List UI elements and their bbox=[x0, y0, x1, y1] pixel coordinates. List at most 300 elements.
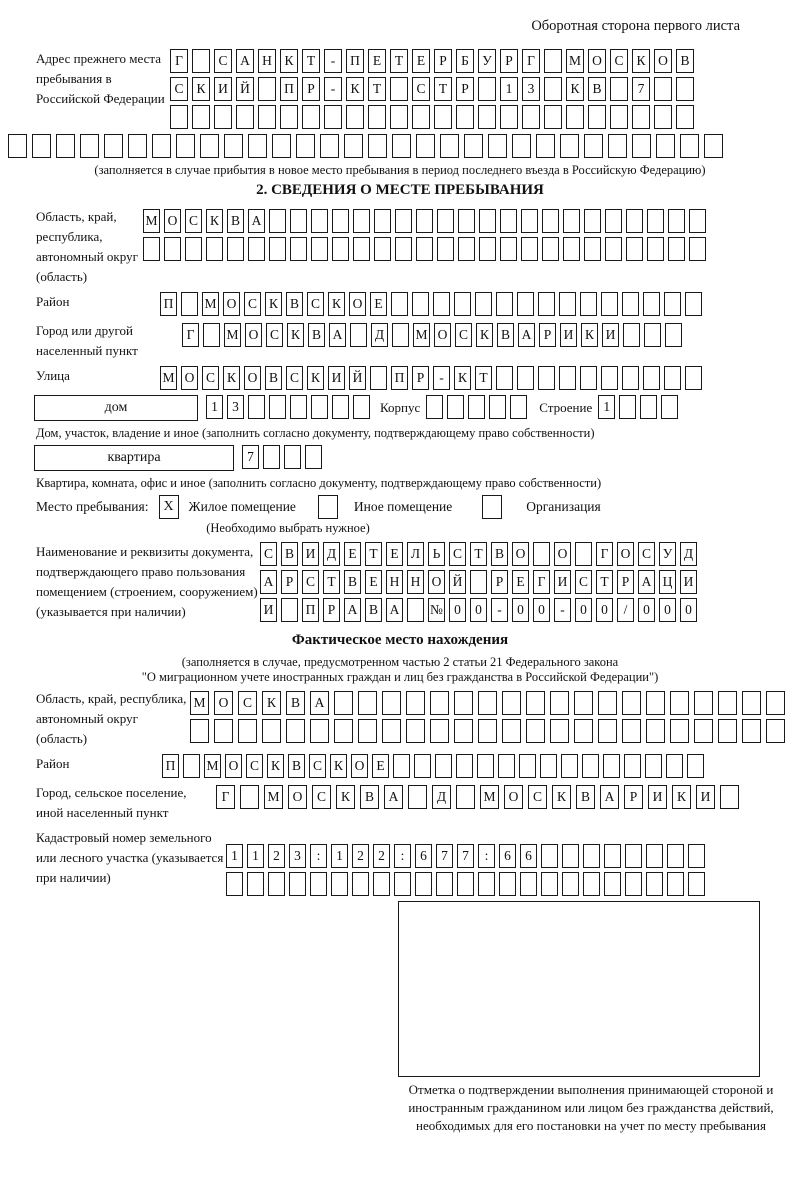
char-box[interactable]: К bbox=[581, 323, 598, 347]
checkbox-organization[interactable] bbox=[482, 495, 502, 519]
char-box[interactable] bbox=[670, 691, 689, 715]
char-box[interactable] bbox=[346, 105, 364, 129]
char-box[interactable] bbox=[128, 134, 147, 158]
char-box[interactable] bbox=[456, 754, 473, 778]
char-box[interactable] bbox=[470, 570, 487, 594]
char-box[interactable]: А bbox=[638, 570, 655, 594]
char-box[interactable]: Р bbox=[323, 598, 340, 622]
char-box[interactable]: 0 bbox=[533, 598, 550, 622]
char-box[interactable]: О bbox=[181, 366, 198, 390]
char-box[interactable]: В bbox=[286, 292, 303, 316]
char-box[interactable]: И bbox=[648, 785, 667, 809]
char-box[interactable]: О bbox=[349, 292, 366, 316]
char-box[interactable]: К bbox=[265, 292, 282, 316]
char-box[interactable]: И bbox=[328, 366, 345, 390]
char-box[interactable] bbox=[632, 105, 650, 129]
char-box[interactable]: Ц bbox=[659, 570, 676, 594]
char-box[interactable]: / bbox=[617, 598, 634, 622]
char-box[interactable]: Р bbox=[456, 77, 474, 101]
char-box[interactable] bbox=[522, 105, 540, 129]
char-box[interactable] bbox=[32, 134, 51, 158]
char-box[interactable] bbox=[192, 105, 210, 129]
char-box[interactable] bbox=[622, 719, 641, 743]
char-box[interactable]: И bbox=[560, 323, 577, 347]
char-box[interactable] bbox=[248, 134, 267, 158]
char-box[interactable]: 7 bbox=[242, 445, 259, 469]
char-box[interactable]: Р bbox=[434, 49, 452, 73]
char-box[interactable]: В bbox=[497, 323, 514, 347]
char-box[interactable]: Г bbox=[216, 785, 235, 809]
char-box[interactable]: Г bbox=[533, 570, 550, 594]
char-box[interactable]: С bbox=[244, 292, 261, 316]
char-box[interactable] bbox=[324, 105, 342, 129]
char-box[interactable] bbox=[454, 719, 473, 743]
char-box[interactable]: Е bbox=[412, 49, 430, 73]
char-box[interactable] bbox=[206, 237, 223, 261]
char-box[interactable] bbox=[526, 691, 545, 715]
char-box[interactable]: 7 bbox=[436, 844, 453, 868]
char-box[interactable]: Т bbox=[390, 49, 408, 73]
char-box[interactable] bbox=[394, 872, 411, 896]
char-box[interactable]: В bbox=[265, 366, 282, 390]
char-box[interactable]: Т bbox=[596, 570, 613, 594]
char-box[interactable]: 2 bbox=[268, 844, 285, 868]
char-box[interactable] bbox=[331, 872, 348, 896]
char-box[interactable] bbox=[668, 237, 685, 261]
char-box[interactable]: Е bbox=[386, 542, 403, 566]
char-box[interactable]: С bbox=[528, 785, 547, 809]
char-box[interactable]: В bbox=[344, 570, 361, 594]
char-box[interactable] bbox=[227, 237, 244, 261]
char-box[interactable] bbox=[742, 719, 761, 743]
char-box[interactable] bbox=[601, 292, 618, 316]
char-box[interactable]: Е bbox=[368, 49, 386, 73]
char-box[interactable] bbox=[562, 872, 579, 896]
char-box[interactable] bbox=[584, 237, 601, 261]
char-box[interactable] bbox=[575, 542, 592, 566]
char-box[interactable] bbox=[668, 209, 685, 233]
char-box[interactable] bbox=[664, 366, 681, 390]
char-box[interactable] bbox=[478, 691, 497, 715]
char-box[interactable] bbox=[645, 754, 662, 778]
char-box[interactable] bbox=[519, 754, 536, 778]
char-box[interactable]: Н bbox=[407, 570, 424, 594]
char-box[interactable] bbox=[566, 105, 584, 129]
char-box[interactable] bbox=[203, 323, 220, 347]
char-box[interactable] bbox=[238, 719, 257, 743]
char-box[interactable] bbox=[214, 719, 233, 743]
char-box[interactable] bbox=[170, 105, 188, 129]
char-box[interactable]: П bbox=[162, 754, 179, 778]
char-box[interactable]: В bbox=[360, 785, 379, 809]
char-box[interactable] bbox=[517, 292, 534, 316]
char-box[interactable]: С bbox=[575, 570, 592, 594]
char-box[interactable] bbox=[647, 209, 664, 233]
char-box[interactable] bbox=[311, 237, 328, 261]
char-box[interactable]: : bbox=[310, 844, 327, 868]
char-box[interactable] bbox=[622, 691, 641, 715]
char-box[interactable]: С bbox=[455, 323, 472, 347]
char-box[interactable]: Д bbox=[323, 542, 340, 566]
char-box[interactable]: 3 bbox=[227, 395, 244, 419]
char-box[interactable] bbox=[718, 691, 737, 715]
char-box[interactable] bbox=[646, 872, 663, 896]
char-box[interactable] bbox=[374, 209, 391, 233]
char-box[interactable]: С bbox=[412, 77, 430, 101]
char-box[interactable] bbox=[477, 754, 494, 778]
char-box[interactable]: К bbox=[223, 366, 240, 390]
char-box[interactable] bbox=[605, 237, 622, 261]
char-box[interactable] bbox=[623, 323, 640, 347]
char-box[interactable] bbox=[152, 134, 171, 158]
char-box[interactable]: 3 bbox=[289, 844, 306, 868]
char-box[interactable] bbox=[407, 598, 424, 622]
char-box[interactable]: - bbox=[433, 366, 450, 390]
char-box[interactable] bbox=[688, 844, 705, 868]
char-box[interactable]: С bbox=[286, 366, 303, 390]
char-box[interactable] bbox=[687, 754, 704, 778]
char-box[interactable] bbox=[561, 754, 578, 778]
char-box[interactable]: - bbox=[491, 598, 508, 622]
char-box[interactable] bbox=[654, 105, 672, 129]
char-box[interactable]: И bbox=[302, 542, 319, 566]
char-box[interactable]: 0 bbox=[680, 598, 697, 622]
char-box[interactable] bbox=[512, 134, 531, 158]
char-box[interactable] bbox=[625, 872, 642, 896]
char-box[interactable] bbox=[181, 292, 198, 316]
char-box[interactable]: № bbox=[428, 598, 445, 622]
char-box[interactable] bbox=[320, 134, 339, 158]
char-box[interactable] bbox=[541, 844, 558, 868]
char-box[interactable] bbox=[458, 237, 475, 261]
char-box[interactable]: К bbox=[287, 323, 304, 347]
char-box[interactable]: 2 bbox=[373, 844, 390, 868]
char-box[interactable] bbox=[704, 134, 723, 158]
char-box[interactable] bbox=[654, 77, 672, 101]
char-box[interactable] bbox=[676, 105, 694, 129]
char-box[interactable] bbox=[619, 395, 636, 419]
char-box[interactable]: К bbox=[632, 49, 650, 73]
char-box[interactable]: Т bbox=[368, 77, 386, 101]
char-box[interactable]: С bbox=[170, 77, 188, 101]
char-box[interactable]: А bbox=[236, 49, 254, 73]
char-box[interactable] bbox=[478, 105, 496, 129]
char-box[interactable] bbox=[412, 292, 429, 316]
char-box[interactable]: Р bbox=[412, 366, 429, 390]
char-box[interactable] bbox=[625, 844, 642, 868]
char-box[interactable] bbox=[563, 237, 580, 261]
char-box[interactable]: О bbox=[245, 323, 262, 347]
char-box[interactable]: 1 bbox=[331, 844, 348, 868]
char-box[interactable] bbox=[426, 395, 443, 419]
char-box[interactable] bbox=[608, 134, 627, 158]
char-box[interactable] bbox=[689, 237, 706, 261]
char-box[interactable] bbox=[604, 872, 621, 896]
char-box[interactable] bbox=[440, 134, 459, 158]
char-box[interactable] bbox=[574, 719, 593, 743]
char-box[interactable] bbox=[430, 719, 449, 743]
char-box[interactable]: 6 bbox=[415, 844, 432, 868]
char-box[interactable]: В bbox=[676, 49, 694, 73]
char-box[interactable]: А bbox=[384, 785, 403, 809]
char-box[interactable]: К bbox=[454, 366, 471, 390]
char-box[interactable] bbox=[694, 719, 713, 743]
char-box[interactable] bbox=[632, 134, 651, 158]
char-box[interactable]: У bbox=[659, 542, 676, 566]
char-box[interactable]: В bbox=[286, 691, 305, 715]
char-box[interactable]: О bbox=[214, 691, 233, 715]
char-box[interactable]: С bbox=[449, 542, 466, 566]
char-box[interactable]: П bbox=[346, 49, 364, 73]
char-box[interactable] bbox=[478, 77, 496, 101]
char-box[interactable] bbox=[368, 134, 387, 158]
char-box[interactable] bbox=[240, 785, 259, 809]
char-box[interactable]: - bbox=[324, 49, 342, 73]
char-box[interactable] bbox=[656, 134, 675, 158]
char-box[interactable] bbox=[559, 366, 576, 390]
char-box[interactable]: О bbox=[288, 785, 307, 809]
char-box[interactable] bbox=[334, 691, 353, 715]
char-box[interactable]: К bbox=[552, 785, 571, 809]
char-box[interactable] bbox=[544, 49, 562, 73]
char-box[interactable] bbox=[373, 872, 390, 896]
char-box[interactable] bbox=[496, 292, 513, 316]
char-box[interactable]: Н bbox=[386, 570, 403, 594]
char-box[interactable]: Г bbox=[596, 542, 613, 566]
char-box[interactable] bbox=[468, 395, 485, 419]
char-box[interactable]: Т bbox=[475, 366, 492, 390]
char-box[interactable] bbox=[412, 105, 430, 129]
char-box[interactable] bbox=[500, 105, 518, 129]
char-box[interactable] bbox=[370, 366, 387, 390]
char-box[interactable] bbox=[200, 134, 219, 158]
char-box[interactable]: Р bbox=[617, 570, 634, 594]
char-box[interactable] bbox=[538, 292, 555, 316]
char-box[interactable] bbox=[666, 754, 683, 778]
char-box[interactable]: В bbox=[576, 785, 595, 809]
char-box[interactable] bbox=[408, 785, 427, 809]
char-box[interactable] bbox=[214, 105, 232, 129]
char-box[interactable] bbox=[624, 754, 641, 778]
char-box[interactable] bbox=[563, 209, 580, 233]
char-box[interactable] bbox=[281, 598, 298, 622]
char-box[interactable] bbox=[416, 134, 435, 158]
char-box[interactable] bbox=[541, 872, 558, 896]
char-box[interactable] bbox=[268, 872, 285, 896]
char-box[interactable]: И bbox=[214, 77, 232, 101]
char-box[interactable]: - bbox=[324, 77, 342, 101]
char-box[interactable] bbox=[56, 134, 75, 158]
char-box[interactable] bbox=[694, 691, 713, 715]
char-box[interactable] bbox=[521, 237, 538, 261]
char-box[interactable]: Р bbox=[624, 785, 643, 809]
char-box[interactable]: О bbox=[244, 366, 261, 390]
char-box[interactable] bbox=[605, 209, 622, 233]
char-box[interactable] bbox=[542, 237, 559, 261]
char-box[interactable] bbox=[457, 872, 474, 896]
char-box[interactable]: Р bbox=[281, 570, 298, 594]
char-box[interactable]: Й bbox=[349, 366, 366, 390]
char-box[interactable] bbox=[526, 719, 545, 743]
char-box[interactable] bbox=[667, 844, 684, 868]
char-box[interactable]: А bbox=[386, 598, 403, 622]
char-box[interactable] bbox=[667, 872, 684, 896]
char-box[interactable] bbox=[520, 872, 537, 896]
char-box[interactable]: М bbox=[224, 323, 241, 347]
char-box[interactable]: 0 bbox=[449, 598, 466, 622]
char-box[interactable]: И bbox=[680, 570, 697, 594]
char-box[interactable]: А bbox=[344, 598, 361, 622]
char-box[interactable] bbox=[436, 872, 453, 896]
char-box[interactable]: И bbox=[602, 323, 619, 347]
char-box[interactable]: О bbox=[617, 542, 634, 566]
char-box[interactable] bbox=[302, 105, 320, 129]
char-box[interactable] bbox=[601, 366, 618, 390]
char-box[interactable] bbox=[604, 844, 621, 868]
char-box[interactable]: У bbox=[478, 49, 496, 73]
char-box[interactable]: : bbox=[478, 844, 495, 868]
char-box[interactable] bbox=[393, 754, 410, 778]
char-box[interactable]: В bbox=[308, 323, 325, 347]
char-box[interactable] bbox=[685, 292, 702, 316]
char-box[interactable] bbox=[262, 719, 281, 743]
char-box[interactable]: А bbox=[600, 785, 619, 809]
char-box[interactable] bbox=[533, 542, 550, 566]
char-box[interactable] bbox=[415, 872, 432, 896]
char-box[interactable] bbox=[395, 237, 412, 261]
char-box[interactable] bbox=[311, 209, 328, 233]
char-box[interactable] bbox=[680, 134, 699, 158]
char-box[interactable] bbox=[368, 105, 386, 129]
char-box[interactable] bbox=[430, 691, 449, 715]
char-box[interactable]: М bbox=[413, 323, 430, 347]
char-box[interactable] bbox=[584, 134, 603, 158]
char-box[interactable] bbox=[544, 77, 562, 101]
char-box[interactable]: К bbox=[330, 754, 347, 778]
char-box[interactable] bbox=[352, 872, 369, 896]
char-box[interactable] bbox=[517, 366, 534, 390]
char-box[interactable]: О bbox=[512, 542, 529, 566]
char-box[interactable] bbox=[622, 366, 639, 390]
char-box[interactable] bbox=[392, 134, 411, 158]
char-box[interactable]: Г bbox=[170, 49, 188, 73]
char-box[interactable]: К bbox=[566, 77, 584, 101]
char-box[interactable] bbox=[488, 134, 507, 158]
char-box[interactable]: К bbox=[262, 691, 281, 715]
char-box[interactable] bbox=[382, 719, 401, 743]
char-box[interactable]: М bbox=[160, 366, 177, 390]
char-box[interactable]: 1 bbox=[598, 395, 615, 419]
char-box[interactable] bbox=[500, 209, 517, 233]
char-box[interactable] bbox=[332, 209, 349, 233]
char-box[interactable] bbox=[248, 395, 265, 419]
char-box[interactable] bbox=[374, 237, 391, 261]
checkbox-other-premises[interactable] bbox=[318, 495, 338, 519]
char-box[interactable]: Т bbox=[302, 49, 320, 73]
char-box[interactable] bbox=[498, 754, 515, 778]
char-box[interactable] bbox=[290, 209, 307, 233]
char-box[interactable]: С bbox=[302, 570, 319, 594]
char-box[interactable]: 1 bbox=[500, 77, 518, 101]
char-box[interactable]: 0 bbox=[575, 598, 592, 622]
char-box[interactable] bbox=[269, 209, 286, 233]
char-box[interactable]: Д bbox=[432, 785, 451, 809]
char-box[interactable]: С bbox=[260, 542, 277, 566]
char-box[interactable] bbox=[392, 323, 409, 347]
char-box[interactable] bbox=[248, 237, 265, 261]
char-box[interactable] bbox=[176, 134, 195, 158]
char-box[interactable]: С bbox=[214, 49, 232, 73]
char-box[interactable] bbox=[478, 872, 495, 896]
char-box[interactable]: Б bbox=[456, 49, 474, 73]
char-box[interactable] bbox=[622, 292, 639, 316]
char-box[interactable]: Г bbox=[522, 49, 540, 73]
char-box[interactable]: Д bbox=[371, 323, 388, 347]
char-box[interactable]: О bbox=[504, 785, 523, 809]
char-box[interactable]: 3 bbox=[522, 77, 540, 101]
char-box[interactable] bbox=[643, 292, 660, 316]
char-box[interactable] bbox=[226, 872, 243, 896]
char-box[interactable]: С bbox=[610, 49, 628, 73]
char-box[interactable] bbox=[447, 395, 464, 419]
char-box[interactable] bbox=[272, 134, 291, 158]
char-box[interactable] bbox=[192, 49, 210, 73]
char-box[interactable] bbox=[478, 719, 497, 743]
char-box[interactable] bbox=[454, 292, 471, 316]
char-box[interactable] bbox=[580, 292, 597, 316]
char-box[interactable]: Н bbox=[258, 49, 276, 73]
char-box[interactable] bbox=[311, 395, 328, 419]
char-box[interactable] bbox=[190, 719, 209, 743]
char-box[interactable]: В bbox=[491, 542, 508, 566]
char-box[interactable] bbox=[464, 134, 483, 158]
char-box[interactable]: Р bbox=[500, 49, 518, 73]
char-box[interactable]: К bbox=[336, 785, 355, 809]
char-box[interactable] bbox=[676, 77, 694, 101]
char-box[interactable] bbox=[305, 445, 322, 469]
char-box[interactable]: 6 bbox=[499, 844, 516, 868]
char-box[interactable] bbox=[332, 395, 349, 419]
char-box[interactable] bbox=[296, 134, 315, 158]
char-box[interactable]: И bbox=[260, 598, 277, 622]
char-box[interactable]: И bbox=[696, 785, 715, 809]
char-box[interactable] bbox=[664, 292, 681, 316]
char-box[interactable] bbox=[689, 209, 706, 233]
char-box[interactable]: Е bbox=[370, 292, 387, 316]
char-box[interactable] bbox=[80, 134, 99, 158]
char-box[interactable] bbox=[143, 237, 160, 261]
char-box[interactable] bbox=[588, 105, 606, 129]
char-box[interactable] bbox=[644, 323, 661, 347]
char-box[interactable]: А bbox=[248, 209, 265, 233]
char-box[interactable]: Р bbox=[491, 570, 508, 594]
char-box[interactable]: А bbox=[310, 691, 329, 715]
char-box[interactable]: М bbox=[204, 754, 221, 778]
char-box[interactable] bbox=[661, 395, 678, 419]
char-box[interactable] bbox=[258, 77, 276, 101]
char-box[interactable] bbox=[458, 209, 475, 233]
char-box[interactable]: Ь bbox=[428, 542, 445, 566]
char-box[interactable] bbox=[559, 292, 576, 316]
char-box[interactable]: Д bbox=[680, 542, 697, 566]
char-box[interactable] bbox=[247, 872, 264, 896]
char-box[interactable] bbox=[479, 209, 496, 233]
char-box[interactable] bbox=[433, 292, 450, 316]
char-box[interactable]: К bbox=[280, 49, 298, 73]
char-box[interactable]: Р bbox=[539, 323, 556, 347]
char-box[interactable] bbox=[502, 719, 521, 743]
char-box[interactable] bbox=[550, 719, 569, 743]
